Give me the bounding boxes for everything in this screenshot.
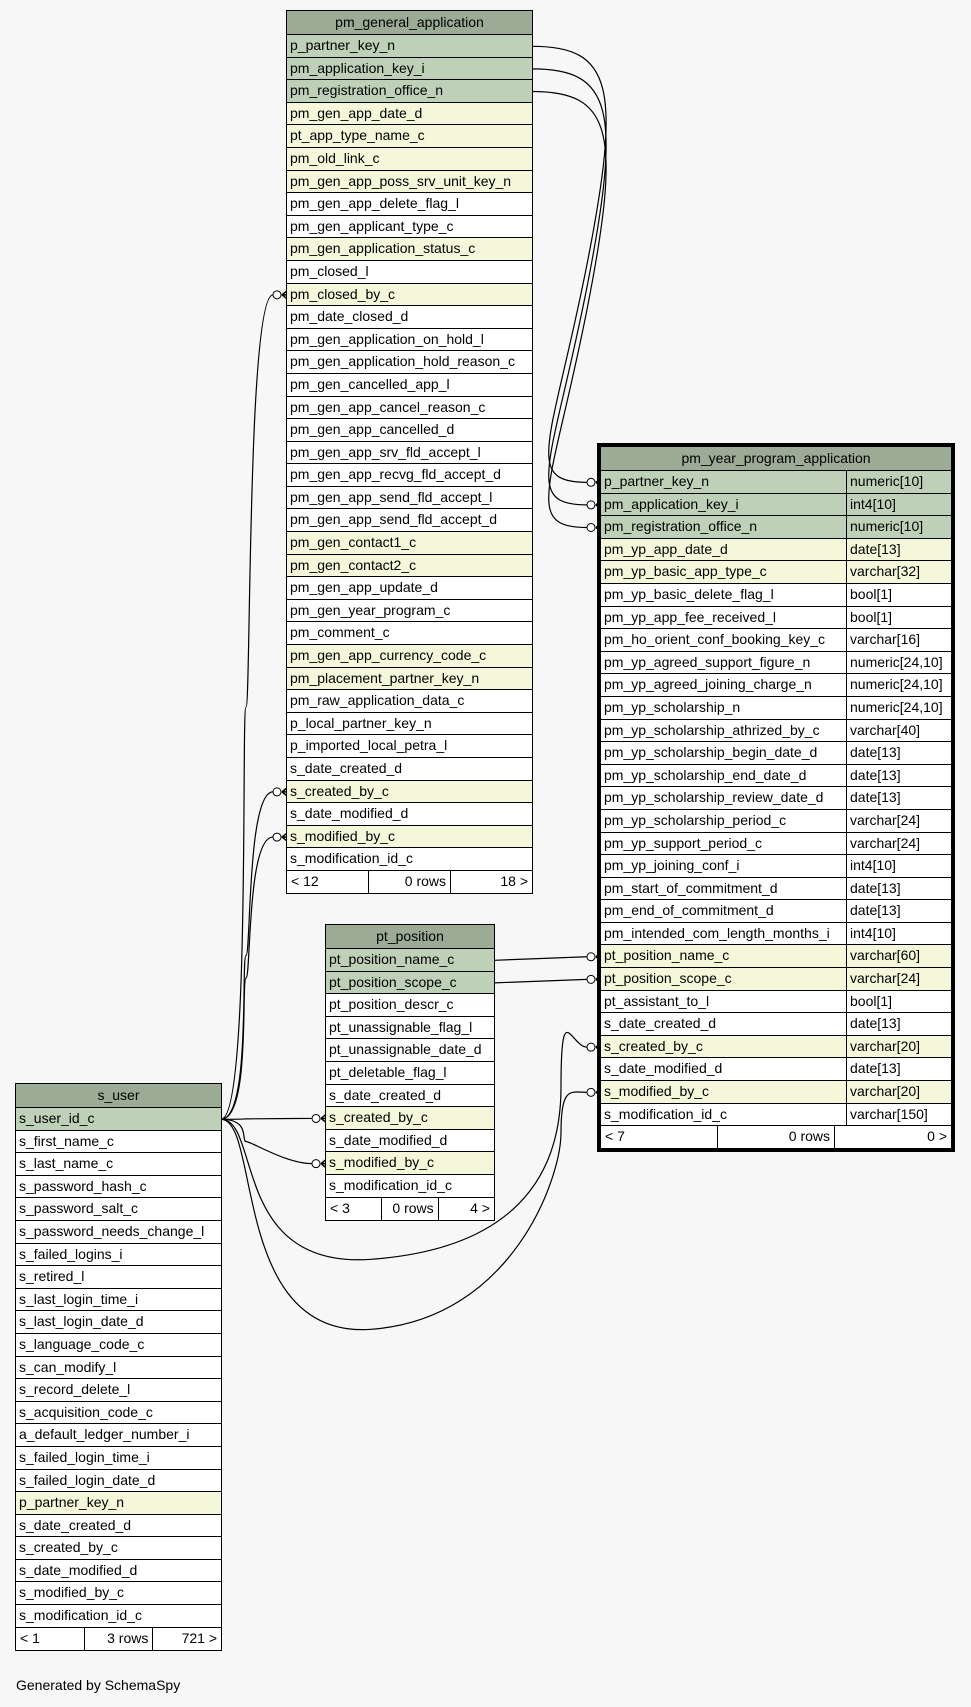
column-type: date[13] (846, 539, 951, 561)
column-row-pt-position-name-c[interactable] (326, 949, 494, 972)
column-row-s-modified-by-c[interactable] (326, 1152, 494, 1175)
column-name: pm_gen_applicant_type_c (290, 217, 454, 234)
column-name: p_partner_key_n (19, 1494, 125, 1511)
column-name: s_user_id_c (19, 1110, 95, 1126)
column-name: pm_gen_application_on_hold_l (290, 330, 484, 347)
column-row-pm-gen-app-update-d[interactable] (287, 577, 532, 600)
column-row-a-default-ledger-number-i[interactable] (16, 1424, 221, 1447)
column-type: varchar[24] (846, 833, 951, 855)
column-row-pt-position-descr-c[interactable] (326, 994, 494, 1017)
column-row-s-date-modified-d[interactable] (287, 803, 532, 826)
parent-count[interactable]: < 1 (20, 1629, 40, 1646)
table-pm-year-program-application[interactable] (597, 443, 955, 1152)
column-row-pt-unassignable-flag-l[interactable] (326, 1017, 494, 1040)
column-name: pm_yp_scholarship_review_date_d (604, 789, 824, 806)
column-row-s-date-modified-d[interactable] (326, 1130, 494, 1153)
column-name: pm_ho_orient_conf_booking_key_c (604, 631, 826, 648)
column-row-s-modified-by-c[interactable] (287, 826, 532, 849)
column-type: numeric[10] (846, 471, 951, 493)
column-name: pm_yp_app_fee_received_l (604, 608, 777, 625)
column-name: s_modification_id_c (604, 1105, 727, 1122)
column-name: pm_placement_partner_key_n (290, 669, 480, 686)
column-row-s-last-login-time-i[interactable] (16, 1289, 221, 1312)
column-name: pm_gen_app_cancel_reason_c (290, 398, 486, 415)
column-row-pt-position-name-c[interactable] (601, 945, 951, 968)
column-row-pm-gen-cancelled-app-l[interactable] (287, 374, 532, 397)
column-name: pt_position_scope_c (329, 973, 457, 990)
column-type: date[13] (846, 787, 951, 809)
column-name: s_date_created_d (290, 760, 403, 776)
table-title: pm_year_program_application (601, 447, 951, 471)
link-p-partner-key-n-optional-marker (587, 478, 595, 486)
column-row-pm-yp-support-period-c[interactable] (601, 833, 951, 856)
column-name: pm_gen_app_send_fld_accept_d (290, 511, 498, 528)
column-name: a_default_ledger_number_i (19, 1426, 190, 1443)
link-pt-position-scope-c-optional-marker (587, 975, 595, 983)
column-row-pm-yp-app-date-d[interactable] (601, 539, 951, 562)
column-name: pt_position_scope_c (604, 970, 732, 987)
column-row-pm-gen-app-currency-code-c[interactable] (287, 645, 532, 668)
column-row-p-partner-key-n[interactable] (287, 35, 532, 58)
column-name: pt_assistant_to_l (604, 992, 710, 1009)
column-name: pm_gen_contact1_c (290, 534, 417, 551)
column-name: s_can_modify_l (19, 1358, 117, 1375)
column-name: s_modified_by_c (19, 1584, 125, 1601)
table-footer (326, 1198, 494, 1220)
table-title: pm_general_application (287, 11, 532, 35)
column-name: pm_yp_scholarship_n (604, 698, 741, 715)
column-row-s-can-modify-l[interactable] (16, 1357, 221, 1380)
column-type: varchar[40] (846, 720, 951, 742)
column-row-pt-deletable-flag-l[interactable] (326, 1062, 494, 1085)
column-name: pm_gen_contact2_c (290, 556, 417, 573)
column-row-s-retired-l[interactable] (16, 1266, 221, 1289)
column-row-pm-yp-scholarship-period-c[interactable] (601, 810, 951, 833)
column-row-s-first-name-c[interactable] (16, 1131, 221, 1154)
column-row-pm-yp-scholarship-athrized-by-c[interactable] (601, 720, 951, 743)
column-name: s_created_by_c (19, 1539, 118, 1556)
link-pm-application-key-i (532, 69, 606, 505)
column-name: s_modification_id_c (329, 1176, 452, 1193)
link-user-t-pos-s-created-by-c (221, 1118, 312, 1119)
column-name: s_language_code_c (19, 1335, 145, 1352)
column-name: pm_gen_application_hold_reason_c (290, 353, 515, 370)
column-name: pt_app_type_name_c (290, 127, 425, 144)
link-user-t-gen-pm-closed-by-c (221, 295, 273, 1119)
column-row-s-last-name-c[interactable] (16, 1153, 221, 1176)
column-type: varchar[60] (846, 945, 951, 967)
column-name: s_modification_id_c (290, 850, 413, 867)
parent-count[interactable]: < 3 (330, 1199, 350, 1216)
column-row-s-date-created-d[interactable] (16, 1515, 221, 1538)
column-row-pm-ho-orient-conf-booking-key-c[interactable] (601, 629, 951, 652)
column-row-pm-start-of-commitment-d[interactable] (601, 878, 951, 901)
link-pm-application-key-i-optional-marker (587, 501, 595, 509)
column-name: pm_date_closed_d (290, 308, 409, 325)
child-count[interactable]: 0 > (834, 1126, 951, 1148)
column-type: date[13] (846, 765, 951, 787)
column-name: pm_old_link_c (290, 149, 380, 166)
link-user-t-gen-s-created-by-c (221, 792, 273, 1119)
column-name: s_date_modified_d (329, 1131, 448, 1148)
column-row-pm-gen-year-program-c[interactable] (287, 600, 532, 623)
row-count[interactable]: 0 rows (381, 1198, 437, 1220)
column-name: pt_position_descr_c (329, 996, 454, 1013)
column-row-pm-application-key-i[interactable] (287, 58, 532, 81)
column-name: s_modification_id_c (19, 1607, 142, 1624)
column-name: pm_gen_app_recvg_fld_accept_d (290, 466, 501, 483)
column-name: pm_start_of_commitment_d (604, 879, 778, 896)
column-row-s-created-by-c[interactable] (326, 1107, 494, 1130)
column-row-pt-app-type-name-c[interactable] (287, 125, 532, 148)
column-name: pm_yp_basic_delete_flag_l (604, 585, 774, 602)
column-row-s-password-hash-c[interactable] (16, 1176, 221, 1199)
column-row-pm-gen-app-recvg-fld-accept-d[interactable] (287, 464, 532, 487)
column-row-pm-yp-agreed-support-figure-n[interactable] (601, 652, 951, 675)
link-user-t-gen-pm-closed-by-c-optional-marker (273, 291, 281, 299)
column-row-s-created-by-c[interactable] (287, 781, 532, 804)
column-name: s_failed_login_time_i (19, 1448, 150, 1465)
column-type: bool[1] (846, 607, 951, 629)
column-type: numeric[24,10] (846, 652, 951, 674)
column-name: pm_yp_support_period_c (604, 834, 762, 851)
column-row-pm-gen-app-cancel-reason-c[interactable] (287, 397, 532, 420)
column-row-pm-gen-app-srv-fld-accept-l[interactable] (287, 442, 532, 465)
column-row-pm-gen-contact1-c[interactable] (287, 532, 532, 555)
table-footer (16, 1628, 221, 1650)
column-name: pm_registration_office_n (290, 82, 444, 99)
column-row-s-date-created-d[interactable] (601, 1013, 951, 1036)
column-row-pm-yp-scholarship-n[interactable] (601, 697, 951, 720)
column-name: pm_yp_agreed_support_figure_n (604, 653, 811, 670)
column-name: s_failed_logins_i (19, 1245, 123, 1262)
column-type: varchar[24] (846, 968, 951, 990)
column-name: pm_yp_scholarship_athrized_by_c (604, 721, 820, 738)
column-name: pm_closed_l (290, 262, 369, 279)
column-name: pm_application_key_i (604, 495, 739, 512)
column-type: varchar[20] (846, 1036, 951, 1058)
column-row-pm-yp-basic-delete-flag-l[interactable] (601, 584, 951, 607)
column-row-s-password-needs-change-l[interactable] (16, 1221, 221, 1244)
column-name: s_password_needs_change_l (19, 1222, 205, 1239)
column-name: s_last_name_c (19, 1155, 114, 1172)
column-row-pt-position-scope-c[interactable] (326, 972, 494, 995)
column-row-pm-gen-applicant-type-c[interactable] (287, 216, 532, 239)
column-row-pm-closed-by-c[interactable] (287, 284, 532, 307)
column-row-s-date-modified-d[interactable] (601, 1058, 951, 1081)
column-name: pm_yp_scholarship_begin_date_d (604, 744, 818, 761)
column-row-s-last-login-date-d[interactable] (16, 1311, 221, 1334)
column-name: pm_raw_application_data_c (290, 692, 465, 709)
column-name: s_first_name_c (19, 1132, 114, 1149)
column-name: pm_registration_office_n (604, 518, 758, 535)
child-count[interactable]: 4 > (438, 1198, 494, 1220)
column-row-s-acquisition-code-c[interactable] (16, 1402, 221, 1425)
table-footer (601, 1126, 951, 1148)
column-type: bool[1] (846, 991, 951, 1013)
column-type: numeric[24,10] (846, 697, 951, 719)
column-name: s_last_login_time_i (19, 1290, 139, 1307)
column-type: bool[1] (846, 584, 951, 606)
column-type: varchar[20] (846, 1081, 951, 1103)
column-name: s_modified_by_c (290, 827, 396, 844)
column-type: int4[10] (846, 494, 951, 516)
column-row-pm-closed-l[interactable] (287, 261, 532, 284)
column-name: pm_yp_agreed_joining_charge_n (604, 676, 812, 693)
column-row-pm-application-key-i[interactable] (601, 494, 951, 517)
column-row-s-created-by-c[interactable] (16, 1537, 221, 1560)
column-row-s-password-salt-c[interactable] (16, 1198, 221, 1221)
column-name: p_imported_local_petra_l (290, 737, 448, 754)
column-name: s_failed_login_date_d (19, 1471, 156, 1488)
column-row-s-created-by-c[interactable] (601, 1036, 951, 1059)
column-name: pt_position_name_c (604, 947, 730, 964)
link-user-yp-s-modified-by-c-optional-marker (587, 1088, 595, 1096)
column-name: pm_yp_app_date_d (604, 540, 728, 557)
column-row-pm-gen-app-date-d[interactable] (287, 103, 532, 126)
column-row-pm-gen-app-poss-srv-unit-key-n[interactable] (287, 171, 532, 194)
column-row-pt-position-scope-c[interactable] (601, 968, 951, 991)
column-type: date[13] (846, 900, 951, 922)
column-row-s-failed-login-date-d[interactable] (16, 1470, 221, 1493)
column-row-s-user-id-c[interactable] (16, 1108, 221, 1131)
column-name: pm_intended_com_length_months_i (604, 924, 830, 941)
link-user-t-gen-s-modified-by-c-optional-marker (273, 833, 281, 841)
column-row-s-failed-login-time-i[interactable] (16, 1447, 221, 1470)
column-row-pm-placement-partner-key-n[interactable] (287, 668, 532, 691)
column-name: p_local_partner_key_n (290, 714, 432, 731)
column-name: pm_gen_app_update_d (290, 579, 438, 596)
column-row-s-modified-by-c[interactable] (16, 1582, 221, 1605)
column-name: pm_yp_joining_conf_i (604, 857, 740, 874)
column-name: p_partner_key_n (290, 37, 396, 53)
row-count[interactable]: 0 rows (368, 871, 450, 893)
column-row-s-date-modified-d[interactable] (16, 1560, 221, 1583)
column-name: pm_application_key_i (290, 59, 425, 76)
link-user-t-pos-s-modified-by-c-optional-marker (312, 1160, 320, 1168)
column-type: int4[10] (846, 923, 951, 945)
column-name: pm_gen_app_delete_flag_l (290, 195, 459, 212)
link-pt-position-scope-c (494, 979, 587, 983)
column-name: s_password_salt_c (19, 1200, 139, 1217)
column-row-s-language-code-c[interactable] (16, 1334, 221, 1357)
column-row-pm-yp-app-fee-received-l[interactable] (601, 607, 951, 630)
column-row-pm-yp-basic-app-type-c[interactable] (601, 561, 951, 584)
column-type: date[13] (846, 742, 951, 764)
column-name: s_created_by_c (290, 782, 389, 799)
column-name: s_modified_by_c (604, 1083, 710, 1100)
column-name: s_date_created_d (329, 1086, 442, 1103)
column-name: pm_gen_year_program_c (290, 601, 451, 618)
column-row-s-record-delete-l[interactable] (16, 1379, 221, 1402)
column-name: s_date_modified_d (19, 1561, 138, 1578)
column-row-s-modification-id-c[interactable] (287, 848, 532, 871)
table-title: pt_position (326, 925, 494, 949)
column-name: pm_yp_basic_app_type_c (604, 563, 767, 580)
table-footer (287, 871, 532, 893)
column-row-pt-unassignable-date-d[interactable] (326, 1039, 494, 1062)
column-name: pm_yp_scholarship_end_date_d (604, 766, 807, 783)
column-row-pm-comment-c[interactable] (287, 622, 532, 645)
column-name: pm_gen_app_currency_code_c (290, 647, 487, 664)
child-count[interactable]: 721 > (152, 1628, 221, 1650)
column-name: s_acquisition_code_c (19, 1403, 153, 1420)
link-user-yp-s-created-by-c-optional-marker (587, 1043, 595, 1051)
column-row-s-date-created-d[interactable] (326, 1085, 494, 1108)
column-row-pm-raw-application-data-c[interactable] (287, 690, 532, 713)
column-row-pm-yp-agreed-joining-charge-n[interactable] (601, 674, 951, 697)
table-s-user[interactable] (15, 1083, 222, 1651)
parent-count[interactable]: < 12 (291, 872, 319, 889)
column-name: pt_unassignable_flag_l (329, 1018, 473, 1035)
column-name: s_retired_l (19, 1268, 85, 1285)
column-row-pm-old-link-c[interactable] (287, 148, 532, 171)
table-pt-position[interactable] (325, 924, 495, 1221)
row-count[interactable]: 3 rows (84, 1628, 153, 1650)
column-type: varchar[32] (846, 561, 951, 583)
child-count[interactable]: 18 > (450, 871, 532, 893)
link-pt-position-name-c (494, 957, 587, 961)
column-name: s_modified_by_c (329, 1154, 435, 1171)
column-name: pm_closed_by_c (290, 285, 396, 302)
column-name: pm_gen_app_send_fld_accept_l (290, 488, 493, 505)
link-pm-registration-office-n-optional-marker (587, 523, 595, 531)
link-user-t-gen-s-created-by-c-optional-marker (273, 788, 281, 796)
column-name: s_date_modified_d (290, 805, 409, 822)
column-row-pm-gen-contact2-c[interactable] (287, 555, 532, 578)
column-name: pm_gen_app_srv_fld_accept_l (290, 443, 481, 460)
column-type: numeric[24,10] (846, 674, 951, 696)
column-name: s_date_created_d (604, 1015, 717, 1032)
column-row-pm-registration-office-n[interactable] (601, 516, 951, 539)
column-row-s-modification-id-c[interactable] (601, 1104, 951, 1127)
link-user-t-pos-s-modified-by-c (221, 1119, 312, 1163)
column-row-pm-yp-scholarship-end-date-d[interactable] (601, 765, 951, 788)
column-row-p-imported-local-petra-l[interactable] (287, 735, 532, 758)
column-row-s-modification-id-c[interactable] (16, 1605, 221, 1628)
generated-by-credit: Generated by SchemaSpy (16, 1677, 181, 1693)
column-name: pm_gen_app_cancelled_d (290, 421, 455, 438)
column-name: pm_gen_cancelled_app_l (290, 375, 450, 392)
column-row-pm-yp-joining-conf-i[interactable] (601, 855, 951, 878)
row-count[interactable]: 0 rows (717, 1126, 834, 1148)
column-row-pm-end-of-commitment-d[interactable] (601, 900, 951, 923)
column-row-pm-yp-scholarship-review-date-d[interactable] (601, 787, 951, 810)
column-row-p-partner-key-n[interactable] (16, 1492, 221, 1515)
column-row-pm-gen-application-status-c[interactable] (287, 238, 532, 261)
column-name: p_partner_key_n (604, 473, 710, 489)
column-name: pt_deletable_flag_l (329, 1063, 447, 1080)
column-name: s_password_hash_c (19, 1177, 147, 1194)
column-row-s-failed-logins-i[interactable] (16, 1244, 221, 1267)
column-row-s-modification-id-c[interactable] (326, 1175, 494, 1198)
column-name: pm_comment_c (290, 624, 390, 641)
column-row-pm-intended-com-length-months-i[interactable] (601, 923, 951, 946)
column-row-s-date-created-d[interactable] (287, 758, 532, 781)
column-type: date[13] (846, 1058, 951, 1080)
link-user-t-gen-s-modified-by-c (221, 837, 273, 1119)
link-pt-position-name-c-optional-marker (587, 953, 595, 961)
link-user-t-pos-s-created-by-c-optional-marker (312, 1114, 320, 1122)
column-row-pm-gen-app-cancelled-d[interactable] (287, 419, 532, 442)
column-name: s_date_modified_d (604, 1060, 723, 1077)
column-name: pm_gen_app_date_d (290, 104, 423, 121)
column-name: s_date_created_d (19, 1516, 132, 1533)
column-row-pm-registration-office-n[interactable] (287, 80, 532, 103)
column-row-pm-date-closed-d[interactable] (287, 306, 532, 329)
column-type: numeric[10] (846, 516, 951, 538)
table-pm-general-application[interactable] (286, 10, 533, 894)
column-name: s_record_delete_l (19, 1381, 131, 1398)
column-type: varchar[16] (846, 629, 951, 651)
column-type: varchar[150] (846, 1104, 951, 1126)
column-row-p-partner-key-n[interactable] (601, 471, 951, 494)
link-pm-registration-office-n (532, 91, 606, 527)
column-type: date[13] (846, 1013, 951, 1035)
column-type: date[13] (846, 878, 951, 900)
column-row-pm-yp-scholarship-begin-date-d[interactable] (601, 742, 951, 765)
table-title: s_user (16, 1084, 221, 1108)
column-name: pm_gen_application_status_c (290, 240, 476, 257)
column-row-pm-gen-application-hold-reason-c[interactable] (287, 351, 532, 374)
column-name: pt_unassignable_date_d (329, 1041, 482, 1058)
column-row-pm-gen-app-send-fld-accept-d[interactable] (287, 509, 532, 532)
column-row-s-modified-by-c[interactable] (601, 1081, 951, 1104)
column-row-p-local-partner-key-n[interactable] (287, 713, 532, 736)
column-name: pt_position_name_c (329, 951, 455, 967)
column-name: pm_end_of_commitment_d (604, 902, 774, 919)
column-type: int4[10] (846, 855, 951, 877)
column-name: s_last_login_date_d (19, 1313, 144, 1330)
column-row-pm-gen-app-send-fld-accept-l[interactable] (287, 487, 532, 510)
column-type: varchar[24] (846, 810, 951, 832)
column-row-pm-gen-application-on-hold-l[interactable] (287, 329, 532, 352)
column-name: pm_yp_scholarship_period_c (604, 811, 787, 828)
column-name: s_created_by_c (604, 1037, 703, 1054)
column-row-pm-gen-app-delete-flag-l[interactable] (287, 193, 532, 216)
column-name: pm_gen_app_poss_srv_unit_key_n (290, 172, 512, 189)
parent-count[interactable]: < 7 (605, 1128, 625, 1145)
column-row-pt-assistant-to-l[interactable] (601, 991, 951, 1014)
column-name: s_created_by_c (329, 1109, 428, 1126)
